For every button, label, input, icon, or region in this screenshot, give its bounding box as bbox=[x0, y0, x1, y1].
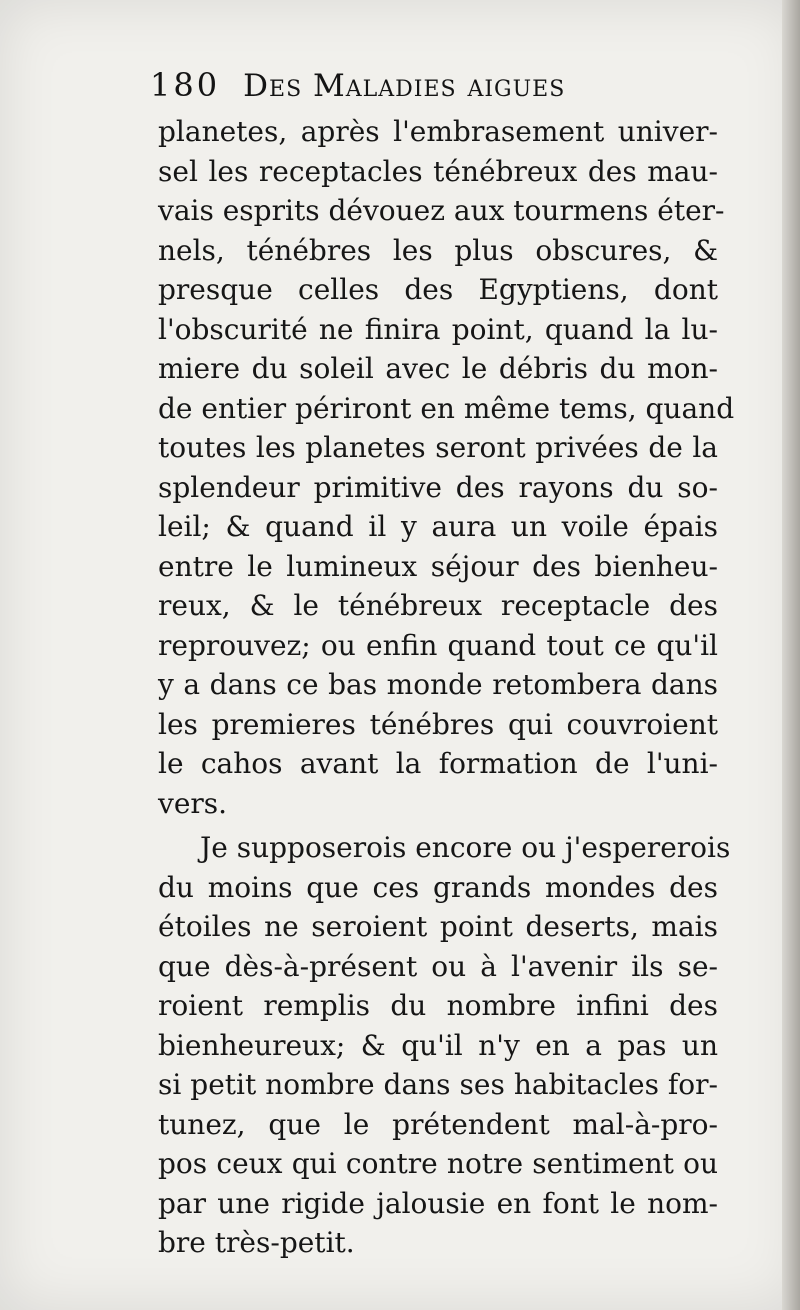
text-line: étoiles ne seroient point deserts, mais bbox=[158, 910, 718, 943]
text-line: roient remplis du nombre infini des bbox=[158, 989, 718, 1022]
text-line: tunez, que le prétendent mal-à-pro- bbox=[158, 1107, 718, 1141]
text-line: reux, & le ténébreux receptacle des bbox=[158, 589, 718, 622]
text-line: nels, ténébres les plus obscures, & bbox=[158, 233, 718, 267]
text-line: sel les receptacles ténébreux des mau- bbox=[158, 154, 718, 188]
page-number: 180 bbox=[150, 66, 221, 104]
paragraph-1 bbox=[158, 112, 735, 823]
text-line: bre très-petit. bbox=[158, 1226, 355, 1259]
text-line: que dès-à-présent ou à l'avenir ils se- bbox=[158, 949, 718, 983]
running-header bbox=[150, 66, 740, 116]
text-line: entre le lumineux séjour des bienheu- bbox=[158, 549, 718, 583]
text-line: de entier périront en même tems, quand bbox=[158, 391, 735, 425]
text-line: reprouvez; ou enfin quand tout ce qu'il bbox=[158, 628, 718, 662]
text-line: presque celles des Egyptiens, dont bbox=[158, 273, 718, 306]
text-line: le cahos avant la formation de l'uni- bbox=[158, 747, 718, 780]
text-line: pos ceux qui contre notre sentiment ou bbox=[158, 1147, 718, 1180]
text-line: planetes, après l'embrasement univer- bbox=[158, 115, 718, 148]
text-line: vers. bbox=[158, 786, 228, 820]
text-line: vais esprits dévouez aux tourmens éter- bbox=[158, 194, 725, 227]
text-line: toutes les planetes seront privées de la bbox=[158, 431, 718, 464]
text-line: par une rigide jalousie en font le nom- bbox=[158, 1186, 718, 1220]
text-line: miere du soleil avec le débris du mon- bbox=[158, 352, 718, 385]
text-line: du moins que ces grands mondes des bbox=[158, 870, 718, 904]
text-line: l'obscurité ne finira point, quand la lu- bbox=[158, 312, 718, 346]
text-line: leil; & quand il y aura un voile épais bbox=[158, 510, 718, 543]
text-line: Je supposerois encore ou j'espererois bbox=[200, 831, 731, 864]
text-line: les premieres ténébres qui couvroient bbox=[158, 707, 718, 741]
body-text bbox=[158, 112, 735, 1263]
page-binding-edge bbox=[782, 0, 800, 1310]
text-line: si petit nombre dans ses habitacles for- bbox=[158, 1068, 718, 1101]
paragraph-2 bbox=[158, 828, 731, 1263]
text-line: splendeur primitive des rayons du so- bbox=[158, 470, 718, 504]
running-title: Des Maladies aigues bbox=[243, 68, 566, 104]
text-line: y a dans ce bas monde retombera dans bbox=[158, 668, 718, 701]
text-line: bienheureux; & qu'il n'y en a pas un bbox=[158, 1028, 718, 1062]
